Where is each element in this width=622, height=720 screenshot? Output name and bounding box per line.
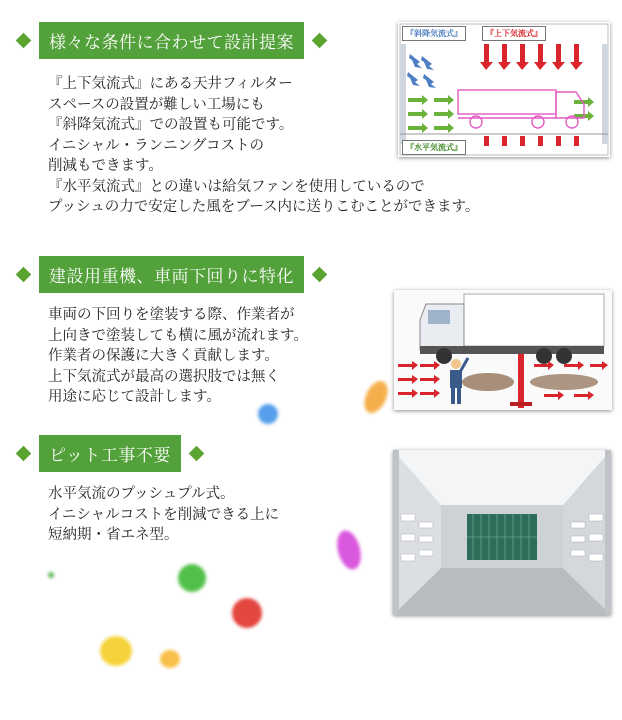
section1-line: スペースの設置が難しい工場にも xyxy=(48,96,265,113)
section1-line: プッシュの力で安定した風をブース内に送りこむことができます。 xyxy=(48,199,480,215)
section2-line: 用途に応じて設計します。 xyxy=(48,389,221,405)
section3-heading-row xyxy=(18,435,202,472)
section2-line: 上下気流式が最高の選択肢では無く xyxy=(48,368,280,385)
section2-line: 作業者の保護に大きく貢献します。 xyxy=(48,348,279,364)
vertical-flow-label: 『上下気流式』 xyxy=(482,26,546,41)
diamond-bullet-icon xyxy=(16,446,32,462)
section2-heading-row xyxy=(18,256,325,293)
section3-line: 短納期・省エネ型。 xyxy=(48,527,179,543)
orange-paint-splash xyxy=(360,377,392,416)
airflow-diagram-svg xyxy=(398,22,610,157)
truck-underbody-illustration xyxy=(394,290,612,410)
section2-heading: 建設用重機、車両下回りに特化 xyxy=(39,256,304,293)
yellow-paint-splash xyxy=(100,636,132,666)
diamond-bullet-icon xyxy=(16,33,32,49)
section1-heading-row xyxy=(18,22,325,59)
section1-line: 『上下気流式』にある天井フィルター xyxy=(48,76,293,92)
section3-line: イニシャルコストを削減できる上に xyxy=(48,506,280,523)
magenta-paint-splash xyxy=(333,528,365,572)
diagonal-flow-label: 『斜降気流式』 xyxy=(402,26,466,41)
red-paint-splash xyxy=(232,598,262,628)
truck-underbody-svg xyxy=(394,290,612,410)
blue-paint-splash xyxy=(258,404,278,424)
diamond-bullet-icon xyxy=(16,267,32,283)
section2-line: 車両の下回りを塗装する際、作業者が xyxy=(48,307,295,323)
section3-line: 水平気流のプッシュプル式。 xyxy=(48,486,235,502)
diamond-bullet-icon xyxy=(312,267,328,283)
section1-line: 『水平気流式』との違いは給気ファンを使用しているので xyxy=(48,178,425,195)
section1-heading: 様々な条件に合わせて設計提案 xyxy=(39,22,304,59)
diamond-bullet-icon xyxy=(189,446,205,462)
diamond-bullet-icon xyxy=(312,33,328,49)
section2-body xyxy=(48,305,308,408)
horizontal-flow-label: 『水平気流式』 xyxy=(402,140,466,155)
gold-paint-splash xyxy=(160,650,180,668)
section3-heading: ピット工事不要 xyxy=(39,435,181,472)
section1-line: イニシャル・ランニングコストの xyxy=(48,137,265,154)
booth-interior-svg xyxy=(393,450,611,615)
airflow-diagram xyxy=(398,22,610,157)
section1-line: 削減もできます。 xyxy=(48,158,163,174)
green-paint-splash xyxy=(178,564,206,592)
small-green-dot xyxy=(48,572,54,578)
section2-line: 上向きで塗装しても横に風が流れます。 xyxy=(48,327,308,344)
section1-line: 『斜降気流式』での設置も可能です。 xyxy=(48,117,294,133)
booth-interior-photo xyxy=(393,450,611,615)
section3-body xyxy=(48,484,279,546)
